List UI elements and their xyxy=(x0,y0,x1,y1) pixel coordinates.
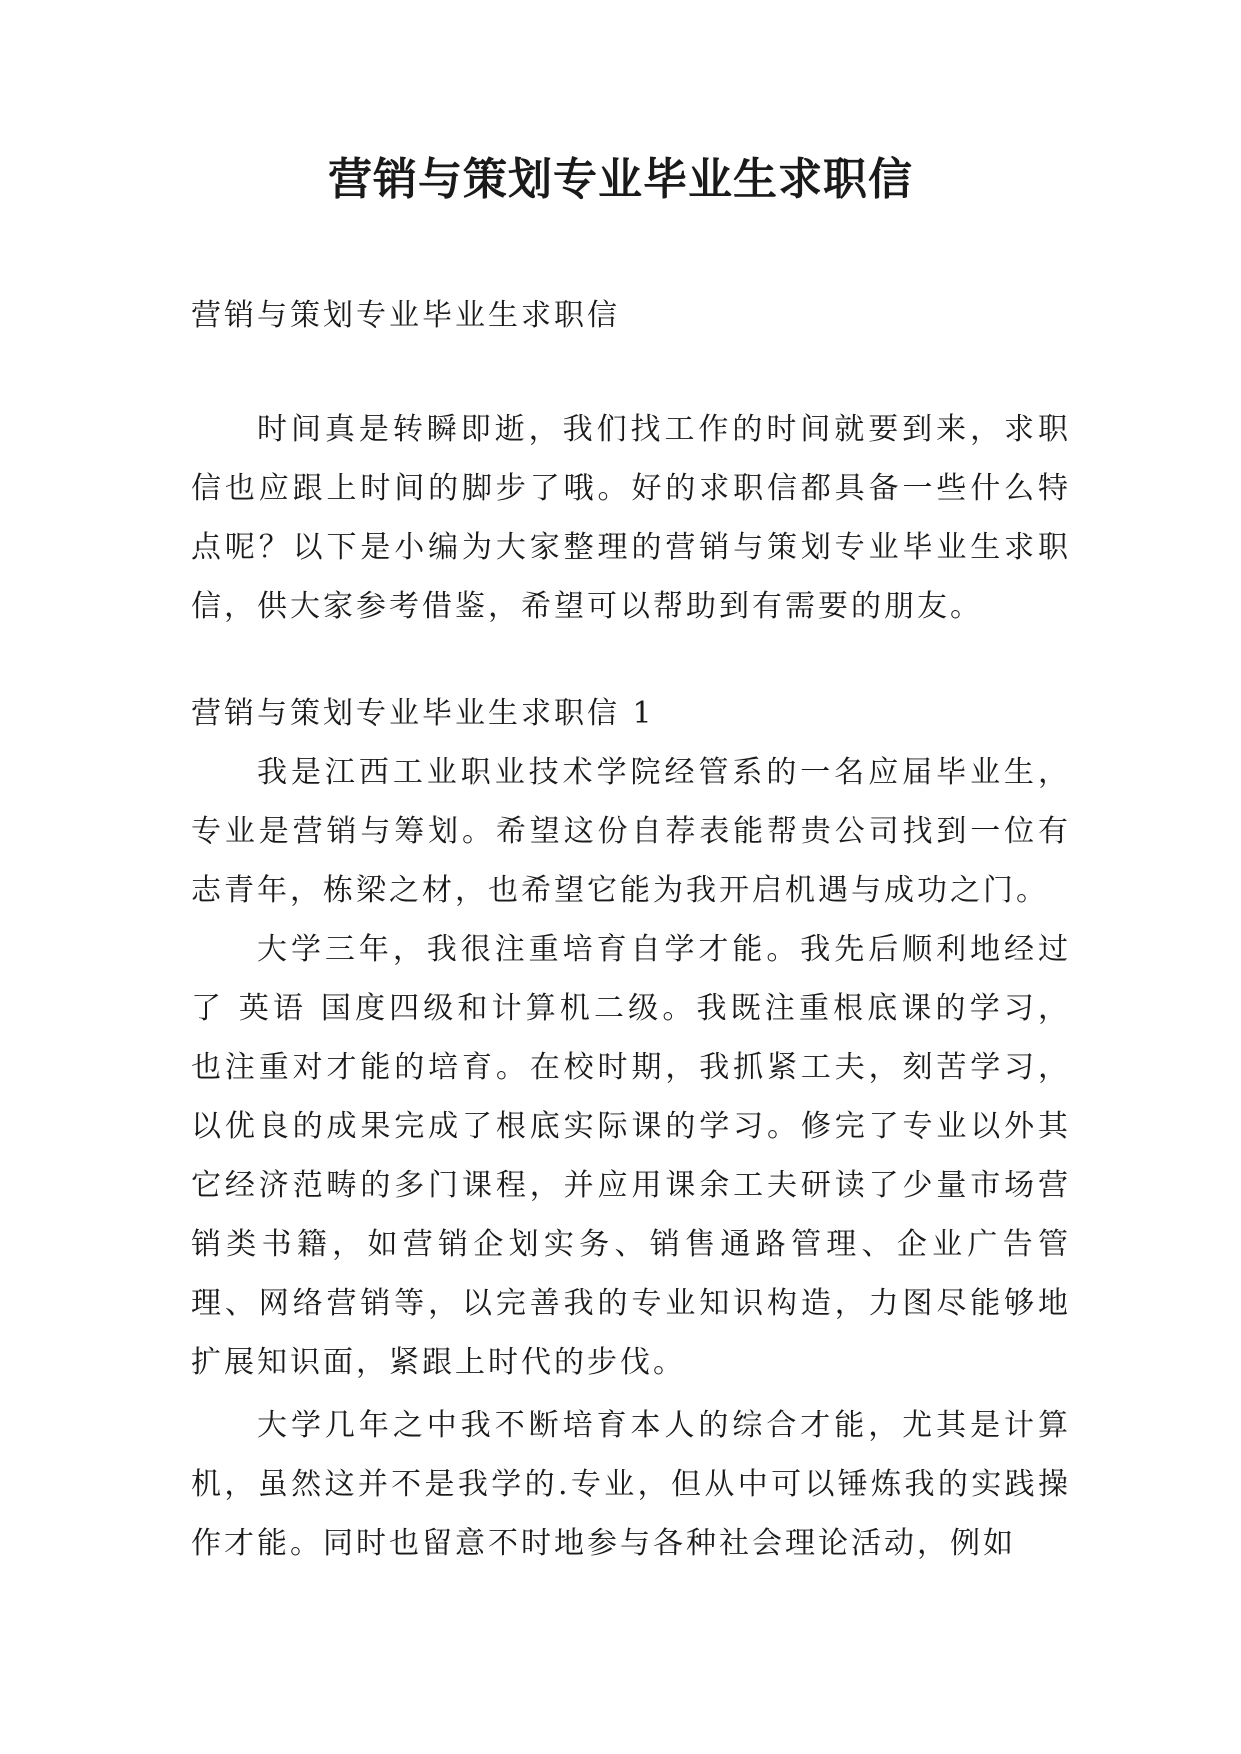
document-title: 营销与策划专业毕业生求职信 xyxy=(328,154,913,205)
document-body xyxy=(191,286,1071,1573)
intro-paragraph: 时间真是转瞬即逝，我们找工作的时间就要到来，求职信也应跟上时间的脚步了哦。好的求职信都具备一些什么特点呢？以下是小编为大家整理的营销与策划专业毕业生求职信，供大家参考借鉴，希望可以帮助到有需要的朋友。 xyxy=(191,412,1071,624)
document-subtitle: 营销与策划专业毕业生求职信 xyxy=(191,298,620,333)
body-paragraph-2: 大学三年，我很注重培育自学才能。我先后顺利地经过了 英语 国度四级和计算机二级。我既注重根底课的学习，也注重对才能的培育。在校时期，我抓紧工夫，刻苦学习，以优良的成果完成了根底实际课的学习。修完了专业以外其它经济范畴的多门课程，并应用课余工夫研读了少量市场营销类书籍，如营销企划实务、销售通路管理、企业广告管理、网络营销等，以完善我的专业知识构造，力图尽能够地扩展知识面，紧跟上时代的步伐。 xyxy=(191,932,1071,1380)
body-paragraph-3: 大学几年之中我不断培育本人的综合才能，尤其是计算机，虽然这并不是我学的.专业，但从中可以锤炼我的实践操作才能。同时也留意不时地参与各种社会理论活动，例如 xyxy=(191,1408,1071,1561)
body-paragraph-1: 我是江西工业职业技术学院经管系的一名应届毕业生，专业是营销与筹划。希望这份自荐表能帮贵公司找到一位有志青年，栋梁之材，也希望它能为我开启机遇与成功之门。 xyxy=(191,755,1071,908)
section-heading: 营销与策划专业毕业生求职信 1 xyxy=(191,696,655,731)
